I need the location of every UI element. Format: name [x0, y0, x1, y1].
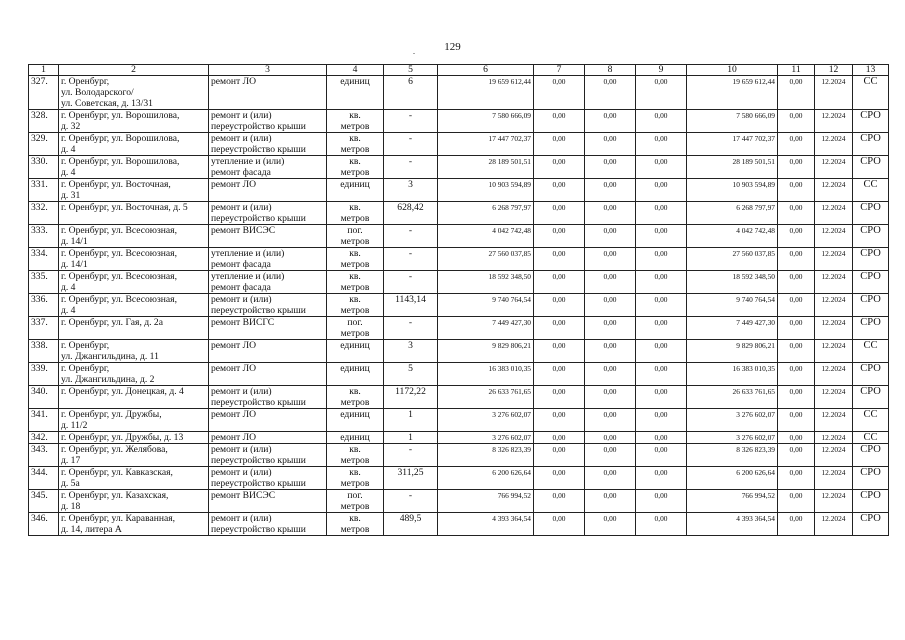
owner-funds-cell: 18 592 348,50 — [687, 271, 778, 294]
other-funds-cell: 0,00 — [778, 340, 815, 363]
unit-cell: кв. метров — [327, 467, 384, 490]
budget-cell: 0,00 — [585, 179, 636, 202]
method-cell: СРО — [853, 363, 889, 386]
budget-cell: 0,00 — [585, 202, 636, 225]
owner-funds-cell: 26 633 761,65 — [687, 386, 778, 409]
local-budget-cell: 0,00 — [636, 444, 687, 467]
address-cell: г. Оренбург, ул. Всесоюзная, д. 4 — [59, 294, 209, 317]
address-cell: г. Оренбург, ул. Гая, д. 2а — [59, 317, 209, 340]
table-row — [29, 363, 889, 386]
work-type-cell: ремонт и (или) переустройство крыши — [209, 294, 327, 317]
column-number: 1 — [29, 65, 59, 76]
method-cell: СРО — [853, 133, 889, 156]
owner-funds-cell: 6 268 797,97 — [687, 202, 778, 225]
other-funds-cell: 0,00 — [778, 432, 815, 444]
other-funds-cell: 0,00 — [778, 225, 815, 248]
method-cell: СРО — [853, 317, 889, 340]
quantity-cell: - — [384, 133, 438, 156]
table-row — [29, 225, 889, 248]
deadline-cell: 12.2024 — [815, 156, 853, 179]
fund-cell: 0,00 — [534, 179, 585, 202]
total-cost-cell: 17 447 702,37 — [438, 133, 534, 156]
budget-cell: 0,00 — [585, 363, 636, 386]
method-cell: СС — [853, 179, 889, 202]
unit-cell: единиц — [327, 340, 384, 363]
fund-cell: 0,00 — [534, 444, 585, 467]
quantity-cell: - — [384, 225, 438, 248]
other-funds-cell: 0,00 — [778, 248, 815, 271]
budget-cell: 0,00 — [585, 110, 636, 133]
row-number: 334. — [29, 248, 59, 271]
method-cell: СРО — [853, 271, 889, 294]
budget-cell: 0,00 — [585, 156, 636, 179]
address-cell: г. Оренбург, ул. Володарского/ ул. Советская, д. 13/31 — [59, 76, 209, 110]
repair-register-table — [28, 64, 889, 536]
deadline-cell: 12.2024 — [815, 340, 853, 363]
work-type-cell: ремонт и (или) переустройство крыши — [209, 110, 327, 133]
other-funds-cell: 0,00 — [778, 444, 815, 467]
fund-cell: 0,00 — [534, 513, 585, 536]
row-number: 345. — [29, 490, 59, 513]
column-number: 9 — [636, 65, 687, 76]
unit-cell: пог. метров — [327, 225, 384, 248]
deadline-cell: 12.2024 — [815, 76, 853, 110]
deadline-cell: 12.2024 — [815, 110, 853, 133]
other-funds-cell: 0,00 — [778, 110, 815, 133]
deadline-cell: 12.2024 — [815, 294, 853, 317]
work-type-cell: ремонт ЛО — [209, 340, 327, 363]
row-number: 337. — [29, 317, 59, 340]
unit-cell: кв. метров — [327, 294, 384, 317]
work-type-cell: ремонт и (или) переустройство крыши — [209, 133, 327, 156]
method-cell: СРО — [853, 513, 889, 536]
total-cost-cell: 6 268 797,97 — [438, 202, 534, 225]
fund-cell: 0,00 — [534, 386, 585, 409]
owner-funds-cell: 17 447 702,37 — [687, 133, 778, 156]
unit-cell: кв. метров — [327, 513, 384, 536]
budget-cell: 0,00 — [585, 513, 636, 536]
quantity-cell: - — [384, 248, 438, 271]
method-cell: СРО — [853, 294, 889, 317]
table-row — [29, 513, 889, 536]
work-type-cell: ремонт и (или) переустройство крыши — [209, 386, 327, 409]
total-cost-cell: 766 994,52 — [438, 490, 534, 513]
budget-cell: 0,00 — [585, 76, 636, 110]
total-cost-cell: 16 383 010,35 — [438, 363, 534, 386]
owner-funds-cell: 4 393 364,54 — [687, 513, 778, 536]
method-cell: СРО — [853, 444, 889, 467]
owner-funds-cell: 8 326 823,39 — [687, 444, 778, 467]
unit-cell: единиц — [327, 179, 384, 202]
table-row — [29, 179, 889, 202]
column-number: 13 — [853, 65, 889, 76]
table-row — [29, 340, 889, 363]
deadline-cell: 12.2024 — [815, 432, 853, 444]
address-cell: г. Оренбург, ул. Восточная, д. 5 — [59, 202, 209, 225]
unit-cell: единиц — [327, 76, 384, 110]
other-funds-cell: 0,00 — [778, 179, 815, 202]
column-number: 4 — [327, 65, 384, 76]
deadline-cell: 12.2024 — [815, 202, 853, 225]
deadline-cell: 12.2024 — [815, 133, 853, 156]
address-cell: г. Оренбург, ул. Караванная, д. 14, литера А — [59, 513, 209, 536]
owner-funds-cell: 766 994,52 — [687, 490, 778, 513]
address-cell: г. Оренбург, ул. Всесоюзная, д. 4 — [59, 271, 209, 294]
deadline-cell: 12.2024 — [815, 444, 853, 467]
quantity-cell: 3 — [384, 179, 438, 202]
local-budget-cell: 0,00 — [636, 490, 687, 513]
other-funds-cell: 0,00 — [778, 467, 815, 490]
address-cell: г. Оренбург, ул. Желябова, д. 17 — [59, 444, 209, 467]
table-row — [29, 467, 889, 490]
local-budget-cell: 0,00 — [636, 294, 687, 317]
table-row — [29, 156, 889, 179]
total-cost-cell: 3 276 602,07 — [438, 409, 534, 432]
quantity-cell: - — [384, 317, 438, 340]
table-row — [29, 133, 889, 156]
total-cost-cell: 26 633 761,65 — [438, 386, 534, 409]
other-funds-cell: 0,00 — [778, 294, 815, 317]
table-row — [29, 490, 889, 513]
local-budget-cell: 0,00 — [636, 386, 687, 409]
work-type-cell: ремонт ВИСГС — [209, 317, 327, 340]
row-number: 329. — [29, 133, 59, 156]
row-number: 327. — [29, 76, 59, 110]
address-cell: г. Оренбург, ул. Кавказская, д. 5а — [59, 467, 209, 490]
address-cell: г. Оренбург, ул. Донецкая, д. 4 — [59, 386, 209, 409]
deadline-cell: 12.2024 — [815, 248, 853, 271]
budget-cell: 0,00 — [585, 317, 636, 340]
local-budget-cell: 0,00 — [636, 513, 687, 536]
deadline-cell: 12.2024 — [815, 317, 853, 340]
unit-cell: кв. метров — [327, 386, 384, 409]
column-number: 10 — [687, 65, 778, 76]
table-row — [29, 409, 889, 432]
table-row — [29, 248, 889, 271]
method-cell: СРО — [853, 202, 889, 225]
fund-cell: 0,00 — [534, 248, 585, 271]
budget-cell: 0,00 — [585, 432, 636, 444]
row-number: 330. — [29, 156, 59, 179]
method-cell: СРО — [853, 248, 889, 271]
local-budget-cell: 0,00 — [636, 225, 687, 248]
unit-cell: кв. метров — [327, 156, 384, 179]
deadline-cell: 12.2024 — [815, 490, 853, 513]
owner-funds-cell: 3 276 602,07 — [687, 409, 778, 432]
other-funds-cell: 0,00 — [778, 386, 815, 409]
deadline-cell: 12.2024 — [815, 179, 853, 202]
local-budget-cell: 0,00 — [636, 317, 687, 340]
column-number: 11 — [778, 65, 815, 76]
address-cell: г. Оренбург, ул. Восточная, д. 31 — [59, 179, 209, 202]
budget-cell: 0,00 — [585, 248, 636, 271]
budget-cell: 0,00 — [585, 271, 636, 294]
fund-cell: 0,00 — [534, 133, 585, 156]
local-budget-cell: 0,00 — [636, 467, 687, 490]
fund-cell: 0,00 — [534, 294, 585, 317]
fund-cell: 0,00 — [534, 225, 585, 248]
quantity-cell: - — [384, 271, 438, 294]
deadline-cell: 12.2024 — [815, 386, 853, 409]
column-number: 12 — [815, 65, 853, 76]
work-type-cell: ремонт ЛО — [209, 409, 327, 432]
column-number-row — [29, 65, 889, 76]
total-cost-cell: 19 659 612,44 — [438, 76, 534, 110]
fund-cell: 0,00 — [534, 156, 585, 179]
row-number: 331. — [29, 179, 59, 202]
budget-cell: 0,00 — [585, 133, 636, 156]
address-cell: г. Оренбург, ул. Джангильдина, д. 2 — [59, 363, 209, 386]
unit-cell: пог. метров — [327, 490, 384, 513]
work-type-cell: ремонт ЛО — [209, 363, 327, 386]
work-type-cell: ремонт ВИСЭС — [209, 490, 327, 513]
total-cost-cell: 28 189 501,51 — [438, 156, 534, 179]
unit-cell: кв. метров — [327, 110, 384, 133]
budget-cell: 0,00 — [585, 467, 636, 490]
unit-cell: пог. метров — [327, 317, 384, 340]
other-funds-cell: 0,00 — [778, 363, 815, 386]
address-cell: г. Оренбург, ул. Казахская, д. 18 — [59, 490, 209, 513]
fund-cell: 0,00 — [534, 490, 585, 513]
unit-cell: единиц — [327, 432, 384, 444]
address-cell: г. Оренбург, ул. Ворошилова, д. 4 — [59, 156, 209, 179]
table-row — [29, 110, 889, 133]
table-row — [29, 432, 889, 444]
total-cost-cell: 9 740 764,54 — [438, 294, 534, 317]
quantity-cell: 311,25 — [384, 467, 438, 490]
address-cell: г. Оренбург, ул. Джангильдина, д. 11 — [59, 340, 209, 363]
work-type-cell: утепление и (или) ремонт фасада — [209, 156, 327, 179]
unit-cell: единиц — [327, 363, 384, 386]
unit-cell: кв. метров — [327, 444, 384, 467]
quantity-cell: 6 — [384, 76, 438, 110]
unit-cell: кв. метров — [327, 271, 384, 294]
column-number: 3 — [209, 65, 327, 76]
local-budget-cell: 0,00 — [636, 179, 687, 202]
budget-cell: 0,00 — [585, 340, 636, 363]
local-budget-cell: 0,00 — [636, 110, 687, 133]
work-type-cell: ремонт ЛО — [209, 76, 327, 110]
local-budget-cell: 0,00 — [636, 409, 687, 432]
local-budget-cell: 0,00 — [636, 363, 687, 386]
local-budget-cell: 0,00 — [636, 271, 687, 294]
fund-cell: 0,00 — [534, 467, 585, 490]
deadline-cell: 12.2024 — [815, 271, 853, 294]
total-cost-cell: 4 393 364,54 — [438, 513, 534, 536]
method-cell: СС — [853, 409, 889, 432]
total-cost-cell: 7 580 666,09 — [438, 110, 534, 133]
fund-cell: 0,00 — [534, 363, 585, 386]
owner-funds-cell: 9 740 764,54 — [687, 294, 778, 317]
work-type-cell: ремонт ЛО — [209, 179, 327, 202]
work-type-cell: ремонт ЛО — [209, 432, 327, 444]
row-number: 344. — [29, 467, 59, 490]
local-budget-cell: 0,00 — [636, 340, 687, 363]
row-number: 332. — [29, 202, 59, 225]
method-cell: СРО — [853, 386, 889, 409]
owner-funds-cell: 7 449 427,30 — [687, 317, 778, 340]
unit-cell: кв. метров — [327, 248, 384, 271]
row-number: 336. — [29, 294, 59, 317]
unit-cell: единиц — [327, 409, 384, 432]
deadline-cell: 12.2024 — [815, 409, 853, 432]
total-cost-cell: 9 829 806,21 — [438, 340, 534, 363]
total-cost-cell: 27 560 037,85 — [438, 248, 534, 271]
method-cell: СРО — [853, 490, 889, 513]
column-number: 8 — [585, 65, 636, 76]
address-cell: г. Оренбург, ул. Всесоюзная, д. 14/1 — [59, 225, 209, 248]
method-cell: СС — [853, 432, 889, 444]
deadline-cell: 12.2024 — [815, 467, 853, 490]
total-cost-cell: 8 326 823,39 — [438, 444, 534, 467]
column-number: 7 — [534, 65, 585, 76]
fund-cell: 0,00 — [534, 110, 585, 133]
budget-cell: 0,00 — [585, 490, 636, 513]
total-cost-cell: 7 449 427,30 — [438, 317, 534, 340]
other-funds-cell: 0,00 — [778, 202, 815, 225]
other-funds-cell: 0,00 — [778, 133, 815, 156]
total-cost-cell: 3 276 602,07 — [438, 432, 534, 444]
other-funds-cell: 0,00 — [778, 317, 815, 340]
method-cell: СРО — [853, 225, 889, 248]
owner-funds-cell: 27 560 037,85 — [687, 248, 778, 271]
row-number: 341. — [29, 409, 59, 432]
column-number: 2 — [59, 65, 209, 76]
local-budget-cell: 0,00 — [636, 432, 687, 444]
quantity-cell: - — [384, 490, 438, 513]
table-row — [29, 317, 889, 340]
other-funds-cell: 0,00 — [778, 156, 815, 179]
local-budget-cell: 0,00 — [636, 76, 687, 110]
fund-cell: 0,00 — [534, 340, 585, 363]
local-budget-cell: 0,00 — [636, 202, 687, 225]
quantity-cell: 628,42 — [384, 202, 438, 225]
quantity-cell: 1172,22 — [384, 386, 438, 409]
table-row — [29, 76, 889, 110]
local-budget-cell: 0,00 — [636, 156, 687, 179]
table-row — [29, 444, 889, 467]
row-number: 342. — [29, 432, 59, 444]
other-funds-cell: 0,00 — [778, 490, 815, 513]
owner-funds-cell: 7 580 666,09 — [687, 110, 778, 133]
address-cell: г. Оренбург, ул. Дружбы, д. 11/2 — [59, 409, 209, 432]
row-number: 335. — [29, 271, 59, 294]
owner-funds-cell: 4 042 742,48 — [687, 225, 778, 248]
deadline-cell: 12.2024 — [815, 513, 853, 536]
address-cell: г. Оренбург, ул. Ворошилова, д. 32 — [59, 110, 209, 133]
table-row — [29, 202, 889, 225]
work-type-cell: ремонт ВИСЭС — [209, 225, 327, 248]
budget-cell: 0,00 — [585, 225, 636, 248]
method-cell: СС — [853, 76, 889, 110]
work-type-cell: утепление и (или) ремонт фасада — [209, 271, 327, 294]
other-funds-cell: 0,00 — [778, 271, 815, 294]
column-number: 5 — [384, 65, 438, 76]
local-budget-cell: 0,00 — [636, 248, 687, 271]
method-cell: СРО — [853, 110, 889, 133]
work-type-cell: ремонт и (или) переустройство крыши — [209, 202, 327, 225]
other-funds-cell: 0,00 — [778, 513, 815, 536]
total-cost-cell: 10 903 594,89 — [438, 179, 534, 202]
table-row — [29, 386, 889, 409]
table-row — [29, 271, 889, 294]
owner-funds-cell: 10 903 594,89 — [687, 179, 778, 202]
owner-funds-cell: 3 276 602,07 — [687, 432, 778, 444]
unit-cell: кв. метров — [327, 202, 384, 225]
owner-funds-cell: 28 189 501,51 — [687, 156, 778, 179]
quantity-cell: - — [384, 156, 438, 179]
address-cell: г. Оренбург, ул. Дружбы, д. 13 — [59, 432, 209, 444]
budget-cell: 0,00 — [585, 386, 636, 409]
quantity-cell: 5 — [384, 363, 438, 386]
table-row — [29, 294, 889, 317]
work-type-cell: ремонт и (или) переустройство крыши — [209, 513, 327, 536]
owner-funds-cell: 19 659 612,44 — [687, 76, 778, 110]
page-number: 129 — [444, 41, 461, 53]
total-cost-cell: 6 200 626,64 — [438, 467, 534, 490]
row-number: 343. — [29, 444, 59, 467]
deadline-cell: 12.2024 — [815, 225, 853, 248]
total-cost-cell: 4 042 742,48 — [438, 225, 534, 248]
quantity-cell: 1 — [384, 432, 438, 444]
address-cell: г. Оренбург, ул. Всесоюзная, д. 14/1 — [59, 248, 209, 271]
fund-cell: 0,00 — [534, 76, 585, 110]
fund-cell: 0,00 — [534, 271, 585, 294]
method-cell: СРО — [853, 156, 889, 179]
fund-cell: 0,00 — [534, 317, 585, 340]
method-cell: СРО — [853, 467, 889, 490]
local-budget-cell: 0,00 — [636, 133, 687, 156]
budget-cell: 0,00 — [585, 444, 636, 467]
other-funds-cell: 0,00 — [778, 409, 815, 432]
row-number: 346. — [29, 513, 59, 536]
quantity-cell: 1 — [384, 409, 438, 432]
column-number: 6 — [438, 65, 534, 76]
work-type-cell: ремонт и (или) переустройство крыши — [209, 467, 327, 490]
total-cost-cell: 18 592 348,50 — [438, 271, 534, 294]
row-number: 340. — [29, 386, 59, 409]
other-funds-cell: 0,00 — [778, 76, 815, 110]
quantity-cell: 3 — [384, 340, 438, 363]
quantity-cell: 489,5 — [384, 513, 438, 536]
fund-cell: 0,00 — [534, 202, 585, 225]
work-type-cell: ремонт и (или) переустройство крыши — [209, 444, 327, 467]
deadline-cell: 12.2024 — [815, 363, 853, 386]
fund-cell: 0,00 — [534, 409, 585, 432]
method-cell: СС — [853, 340, 889, 363]
fund-cell: 0,00 — [534, 432, 585, 444]
quantity-cell: 1143,14 — [384, 294, 438, 317]
quantity-cell: - — [384, 444, 438, 467]
scan-dot: . — [413, 47, 415, 56]
owner-funds-cell: 6 200 626,64 — [687, 467, 778, 490]
row-number: 339. — [29, 363, 59, 386]
row-number: 333. — [29, 225, 59, 248]
work-type-cell: утепление и (или) ремонт фасада — [209, 248, 327, 271]
row-number: 328. — [29, 110, 59, 133]
address-cell: г. Оренбург, ул. Ворошилова, д. 4 — [59, 133, 209, 156]
unit-cell: кв. метров — [327, 133, 384, 156]
row-number: 338. — [29, 340, 59, 363]
owner-funds-cell: 16 383 010,35 — [687, 363, 778, 386]
budget-cell: 0,00 — [585, 294, 636, 317]
budget-cell: 0,00 — [585, 409, 636, 432]
owner-funds-cell: 9 829 806,21 — [687, 340, 778, 363]
quantity-cell: - — [384, 110, 438, 133]
